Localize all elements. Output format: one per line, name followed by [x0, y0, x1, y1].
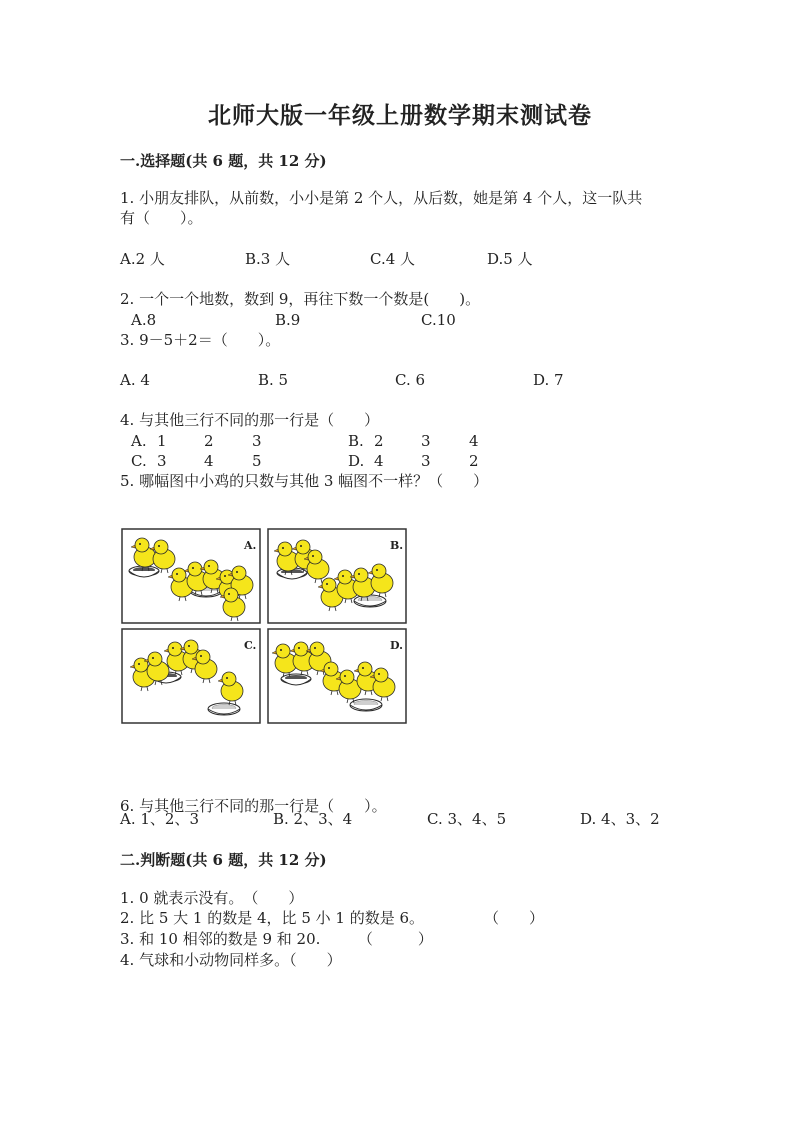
question-1-option-d[interactable]: D.5 人 [487, 250, 533, 268]
question-2-option-c[interactable]: C.10 [421, 311, 456, 329]
question-3-text: 3. 9－5＋2＝（ ）。 [120, 331, 281, 349]
judge-item-1[interactable]: 1. 0 就表示没有。 （ ） [120, 889, 304, 907]
question-2-option-a[interactable]: A.8 [131, 311, 157, 329]
section-heading-choice: 一.选择题(共 6 题，共 12 分) [120, 152, 327, 170]
question-4-option-c-num: 5 [252, 452, 262, 470]
question-4-option-c-label[interactable]: C. [131, 452, 147, 470]
section-heading-true-false: 二.判断题(共 6 题，共 12 分) [120, 851, 327, 869]
judge-item-2[interactable]: 2. 比 5 大 1 的数是 4，比 5 小 1 的数是 6。 （ ） [120, 909, 545, 927]
question-5-text: 5. 哪幅图中小鸡的只数与其他 3 幅图不一样？（ ） [120, 472, 489, 490]
question-4-option-d-num: 4 [374, 452, 384, 470]
question-4-option-d-label[interactable]: D. [348, 452, 365, 470]
panel-label-c: C. [244, 639, 257, 652]
question-4-option-b-num: 2 [374, 432, 384, 450]
panel-label-d: D. [390, 639, 403, 652]
question-6-option-a[interactable]: A. 1、2、3 [120, 810, 199, 828]
question-4-option-c-num: 4 [204, 452, 214, 470]
judge-item-3[interactable]: 3. 和 10 相邻的数是 9 和 20. （ ） [120, 930, 433, 948]
question-2-text: 2. 一个一个地数，数到 9，再往下数一个数是( )。 [120, 290, 481, 308]
figure-panel-a[interactable] [122, 529, 260, 623]
question-4-option-a-num: 2 [204, 432, 214, 450]
question-3-option-c[interactable]: C. 6 [395, 371, 426, 389]
page-title: 北师大版一年级上册数学期末测试卷 [208, 102, 592, 129]
question-4-option-b-num: 3 [421, 432, 431, 450]
question-1-text-cont: 有（ ）。 [120, 209, 203, 227]
figure-panel-b[interactable] [268, 529, 406, 623]
question-6-option-d[interactable]: D. 4、3、2 [580, 810, 660, 828]
question-1-option-a[interactable]: A.2 人 [120, 250, 165, 268]
judge-item-4[interactable]: 4. 气球和小动物同样多。（ ） [120, 951, 342, 969]
panel-label-b: B. [390, 539, 404, 552]
question-3-option-d[interactable]: D. 7 [533, 371, 564, 389]
question-4-option-a-num: 3 [252, 432, 262, 450]
question-1-option-c[interactable]: C.4 人 [370, 250, 416, 268]
question-4-option-c-num: 3 [157, 452, 167, 470]
question-1-text: 1. 小朋友排队，从前数，小小是第 2 个人，从后数，她是第 4 个人，这一队共 [120, 189, 643, 207]
question-6-option-c[interactable]: C. 3、4、5 [427, 810, 507, 828]
question-4-option-a-num: 1 [157, 432, 167, 450]
panel-label-a: A. [244, 539, 257, 552]
question-4-option-a-label[interactable]: A. [131, 432, 147, 450]
figure-panel-c[interactable] [122, 629, 260, 723]
question-6-text: 6. 与其他三行不同的那一行是（ ）。 [120, 797, 387, 815]
question-2-option-b[interactable]: B.9 [275, 311, 301, 329]
question-4-option-b-label[interactable]: B. [348, 432, 364, 450]
question-4-option-d-num: 3 [421, 452, 431, 470]
question-4-text: 4. 与其他三行不同的那一行是（ ） [120, 411, 380, 429]
question-3-option-a[interactable]: A. 4 [120, 371, 150, 389]
question-6-option-b[interactable]: B. 2、3、4 [273, 810, 353, 828]
question-3-option-b[interactable]: B. 5 [258, 371, 289, 389]
question-4-option-d-num: 2 [469, 452, 479, 470]
chick-count-figure [120, 527, 410, 727]
question-4-option-b-num: 4 [469, 432, 479, 450]
figure-panel-d[interactable] [268, 629, 406, 723]
question-1-option-b[interactable]: B.3 人 [245, 250, 291, 268]
